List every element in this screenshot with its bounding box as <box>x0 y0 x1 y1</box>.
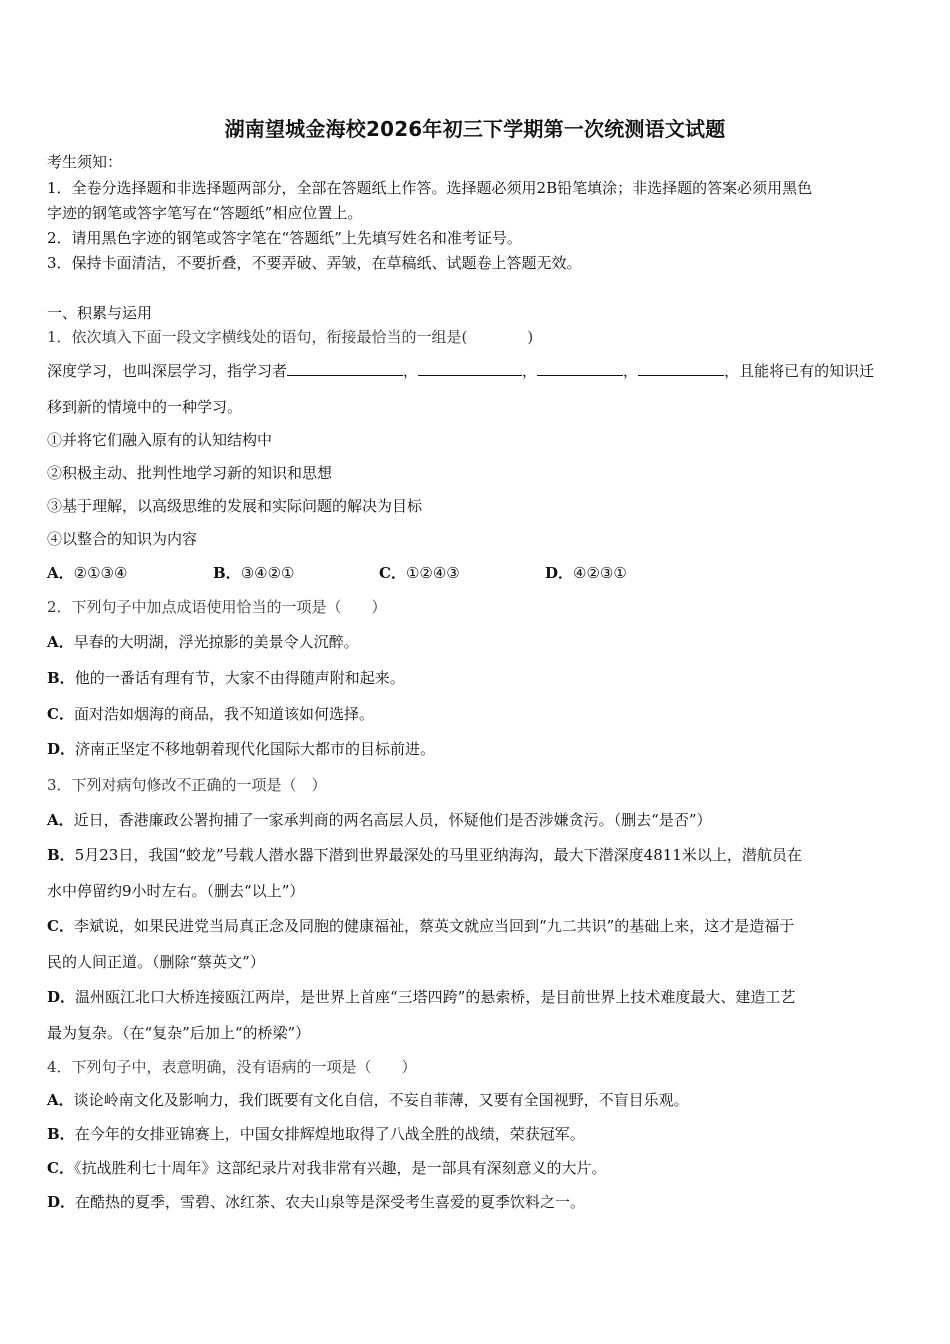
q2-option-a: A．早春的大明湖，浮光掠影的美景令人沉醉。 <box>47 633 359 651</box>
q1-blank-3 <box>537 361 623 376</box>
q3-option-b-line1: B．5月23日，我国“蛟龙”号载人潜水器下潜到世界最深处的马里亚纳海沟，最大下潜深度4811米以上，潜航员在 <box>47 846 802 864</box>
q1-blank-2 <box>418 361 522 376</box>
q1-sep: ， <box>403 362 419 380</box>
q1-para-end: ，且能将已有的知识迁 <box>724 362 875 380</box>
q1-option-c: C．①②④③ <box>379 564 460 582</box>
q3-option-c-line1: C．李斌说，如果民进党当局真正念及同胞的健康福祉，蔡英文就应当回到“九二共识”的基础上来，这才是造福于 <box>47 917 795 935</box>
notice-heading: 考生须知： <box>47 153 123 171</box>
q4-option-a: A．谈论岭南文化及影响力，我们既要有文化自信，不妄自菲薄，又要有全国视野，不盲目乐观。 <box>47 1091 689 1109</box>
q4-option-c: C．《抗战胜利七十周年》这部纪录片对我非常有兴趣，是一部具有深刻意义的大片。 <box>47 1159 607 1177</box>
q1-blank-4 <box>638 361 724 376</box>
q3-option-b-line2: 水中停留约9小时左右。（删去“以上”） <box>47 882 305 900</box>
q1-paragraph-line2: 移到新的情境中的一种学习。 <box>47 398 243 416</box>
q1-sep: ， <box>522 362 538 380</box>
section-heading: 一、积累与运用 <box>47 304 153 322</box>
q1-blank-1 <box>287 361 403 376</box>
q1-options <box>47 563 711 583</box>
q1-option-a: A．②①③④ <box>47 564 128 582</box>
q1-stem: 1．依次填入下面一段文字横线处的语句，衔接最恰当的一组是( ) <box>47 328 534 346</box>
q1-sentence-4: ④以整合的知识为内容 <box>47 530 198 548</box>
q4-option-b: B．在今年的女排亚锦赛上，中国女排辉煌地取得了八战全胜的战绩，荣获冠军。 <box>47 1125 585 1143</box>
notice-item-1a: 1．全卷分选择题和非选择题两部分，全部在答题纸上作答。选择题必须用2B铅笔填涂；非选择题的答案必须用黑色 <box>47 179 813 197</box>
q1-option-b: B．③④②① <box>213 564 295 582</box>
q2-stem: 2．下列句子中加点成语使用恰当的一项是（ ） <box>47 598 387 616</box>
q1-sep: ， <box>623 362 639 380</box>
q1-sentence-1: ①并将它们融入原有的认知结构中 <box>47 431 273 449</box>
q4-stem: 4．下列句子中，表意明确，没有语病的一项是（ ） <box>47 1058 417 1076</box>
q3-stem: 3．下列对病句修改不正确的一项是（ ） <box>47 776 327 794</box>
q2-option-d: D．济南正坚定不移地朝着现代化国际大都市的目标前进。 <box>47 740 436 758</box>
q3-option-d-line1: D．温州瓯江北口大桥连接瓯江两岸，是世界上首座“三塔四跨”的悬索桥，是目前世界上技术难度最大、建造工艺 <box>47 988 796 1006</box>
q4-option-d: D．在酷热的夏季，雪碧、冰红茶、农夫山泉等是深受考生喜爱的夏季饮料之一。 <box>47 1193 586 1211</box>
page-title: 湖南望城金海校2026年初三下学期第一次统测语文试题 <box>224 117 726 141</box>
q1-sentence-2: ②积极主动、批判性地学习新的知识和思想 <box>47 464 333 482</box>
q2-option-b: B．他的一番话有理有节，大家不由得随声附和起来。 <box>47 669 405 687</box>
notice-item-1b: 字迹的钢笔或答字笔写在“答题纸”相应位置上。 <box>47 204 363 222</box>
q3-option-c-line2: 民的人间正道。（删除“蔡英文”） <box>47 953 265 971</box>
q1-paragraph-line1 <box>47 361 874 381</box>
q3-option-a: A．近日，香港廉政公署拘捕了一家承判商的两名高层人员，怀疑他们是否涉嫌贪污。（删去“是否”） <box>47 811 712 829</box>
notice-item-3: 3．保持卡面清洁，不要折叠，不要弄破、弄皱，在草稿纸、试题卷上答题无效。 <box>47 254 582 272</box>
q1-para-start: 深度学习，也叫深层学习，指学习者 <box>47 362 288 380</box>
q2-option-c: C．面对浩如烟海的商品，我不知道该如何选择。 <box>47 705 374 723</box>
q1-option-d: D．④②③① <box>545 564 627 582</box>
q1-sentence-3: ③基于理解，以高级思维的发展和实际问题的解决为目标 <box>47 497 423 515</box>
q3-option-d-line2: 最为复杂。（在“复杂”后加上“的桥梁”） <box>47 1024 311 1042</box>
notice-item-2: 2．请用黑色字迹的钢笔或答字笔在“答题纸”上先填写姓名和准考证号。 <box>47 229 522 247</box>
